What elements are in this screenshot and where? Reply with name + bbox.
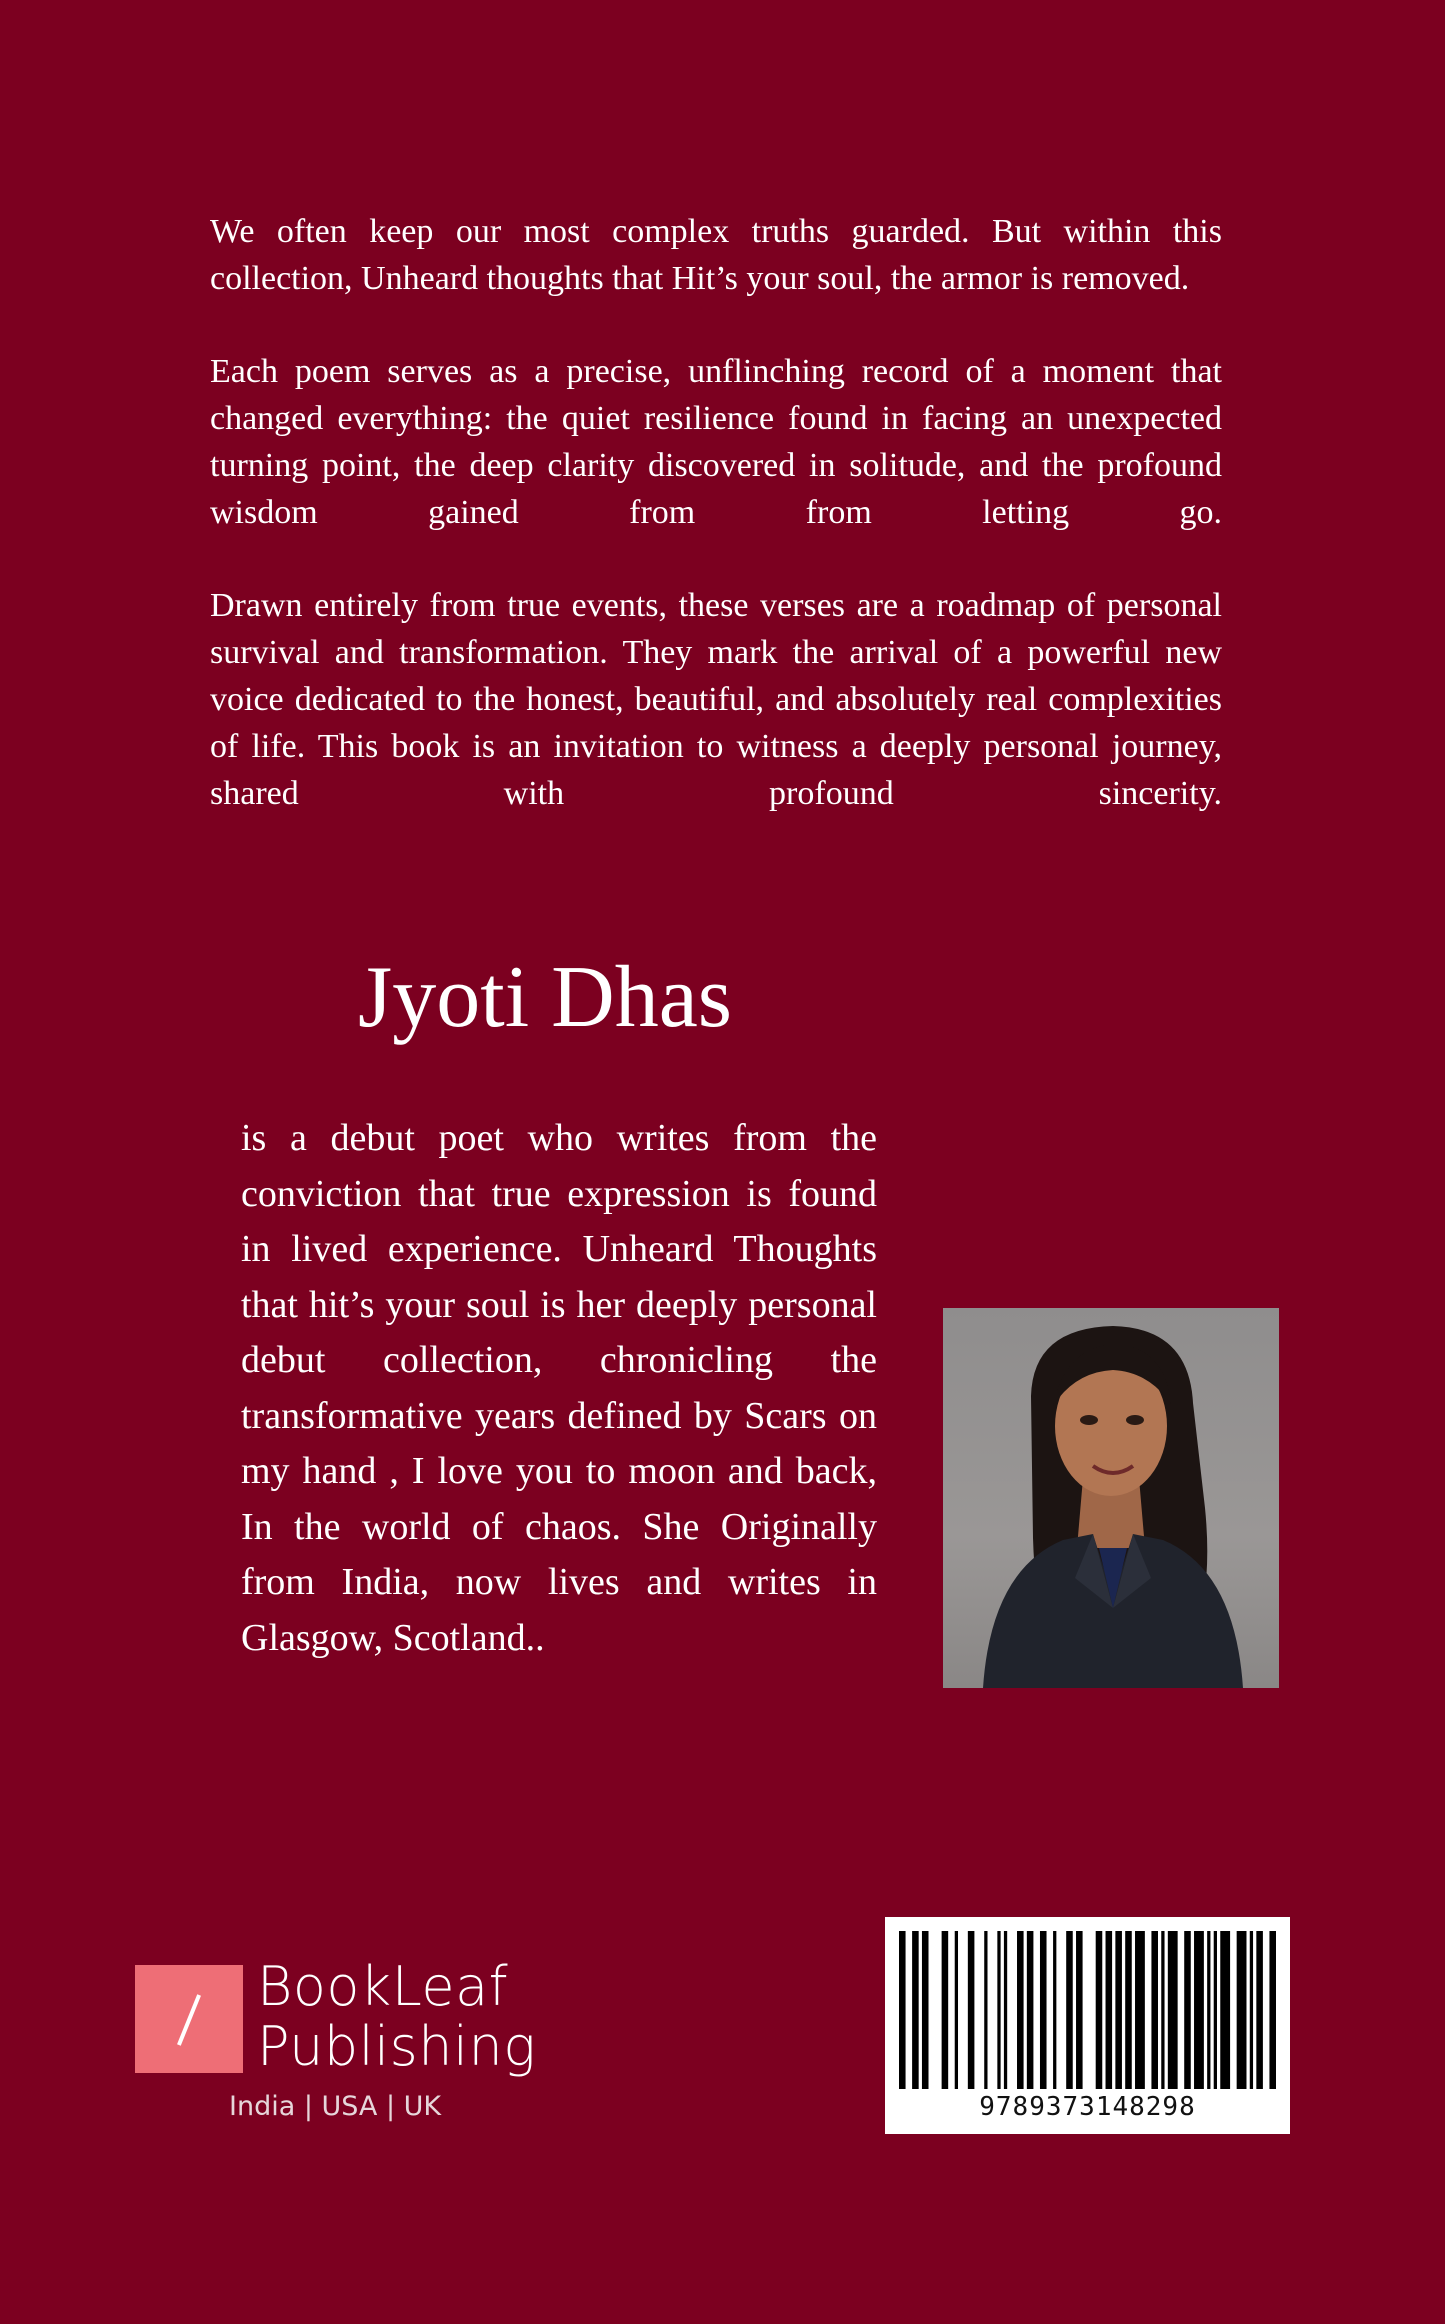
barcode-bar	[922, 1931, 929, 2089]
author-photo	[943, 1308, 1279, 1688]
back-cover-blurb	[210, 208, 1222, 863]
barcode-bar	[942, 1931, 949, 2089]
publisher-regions: India | USA | UK	[229, 2091, 442, 2122]
blurb-paragraph-3: Drawn entirely from true events, these verses are a roadmap of personal survival and transformation. They mark the arrival of a powerful new voice dedicated to the honest, beautiful, and absolutely real complexities of life. This book is an invitation to witness a deeply personal journey, shared with profound sincerity.	[210, 587, 1222, 812]
barcode-bar	[997, 1931, 1000, 2089]
author-bio: is a debut poet who writes from the conviction that true expression is found in lived experience. Unheard Thoughts that hit’s your soul is her deeply personal debut collection, chronicling the transformative years defined by Scars on my hand , I love you to moon and back, In the world of chaos. She Originally from India, now lives and writes in Glasgow, Scotland..	[241, 1117, 877, 1659]
barcode-bar	[1040, 1931, 1047, 2089]
barcode-bar	[1106, 1931, 1113, 2089]
isbn-number: 9789373148298	[979, 2092, 1196, 2122]
barcode-bar	[1096, 1931, 1103, 2089]
barcode-bar	[1053, 1931, 1056, 2089]
barcode-bar	[1151, 1931, 1158, 2089]
blurb-paragraph-1: We often keep our most complex truths guarded. But within this collection, Unheard thoughts that Hit’s your soul, the armor is removed.	[210, 213, 1222, 297]
barcode-bar	[1214, 1931, 1217, 2089]
barcode-bar	[1115, 1931, 1122, 2089]
author-name: Jyoti Dhas	[358, 949, 732, 1046]
barcode-bar	[1184, 1931, 1191, 2089]
barcode-bar	[1250, 1931, 1253, 2089]
barcode-bar	[1017, 1931, 1024, 2089]
barcode-bar	[912, 1931, 919, 2089]
barcode-bars	[899, 1931, 1276, 2089]
barcode-bar	[899, 1931, 906, 2089]
barcode-bar	[1004, 1931, 1007, 2089]
publisher-name	[257, 1957, 536, 2077]
barcode-bar	[1207, 1931, 1210, 2089]
blurb-paragraph-2: Each poem serves as a precise, unflinching record of a moment that changed everything: the quiet resilience found in facing an unexpected turning point, the deep clarity discovered in solitude, and the profound wisdom gained from from letting go.	[210, 353, 1222, 531]
barcode-bar	[984, 1931, 987, 2089]
author-portrait-image	[943, 1308, 1279, 1688]
barcode-bar	[1125, 1931, 1132, 2089]
publisher-name-line2: Publishing	[257, 2015, 537, 2078]
barcode-bar	[1066, 1931, 1073, 2089]
barcode-bar	[1076, 1931, 1083, 2089]
barcode-bar	[1194, 1931, 1204, 2089]
barcode-bar	[1237, 1931, 1247, 2089]
barcode-bar	[1135, 1931, 1145, 2089]
barcode-bar	[1168, 1931, 1178, 2089]
barcode-bar	[955, 1931, 958, 2089]
barcode-bar	[1220, 1931, 1230, 2089]
barcode-bar	[968, 1931, 975, 2089]
publisher-name-line1: BookLeaf	[257, 1955, 509, 2018]
publisher-block	[135, 1955, 555, 2133]
isbn-barcode	[885, 1917, 1290, 2134]
barcode-bar	[1027, 1931, 1034, 2089]
barcode-bar	[1269, 1931, 1276, 2089]
barcode-bar	[1256, 1931, 1263, 2089]
publisher-logo-icon	[135, 1965, 243, 2073]
barcode-bar	[1161, 1931, 1164, 2089]
